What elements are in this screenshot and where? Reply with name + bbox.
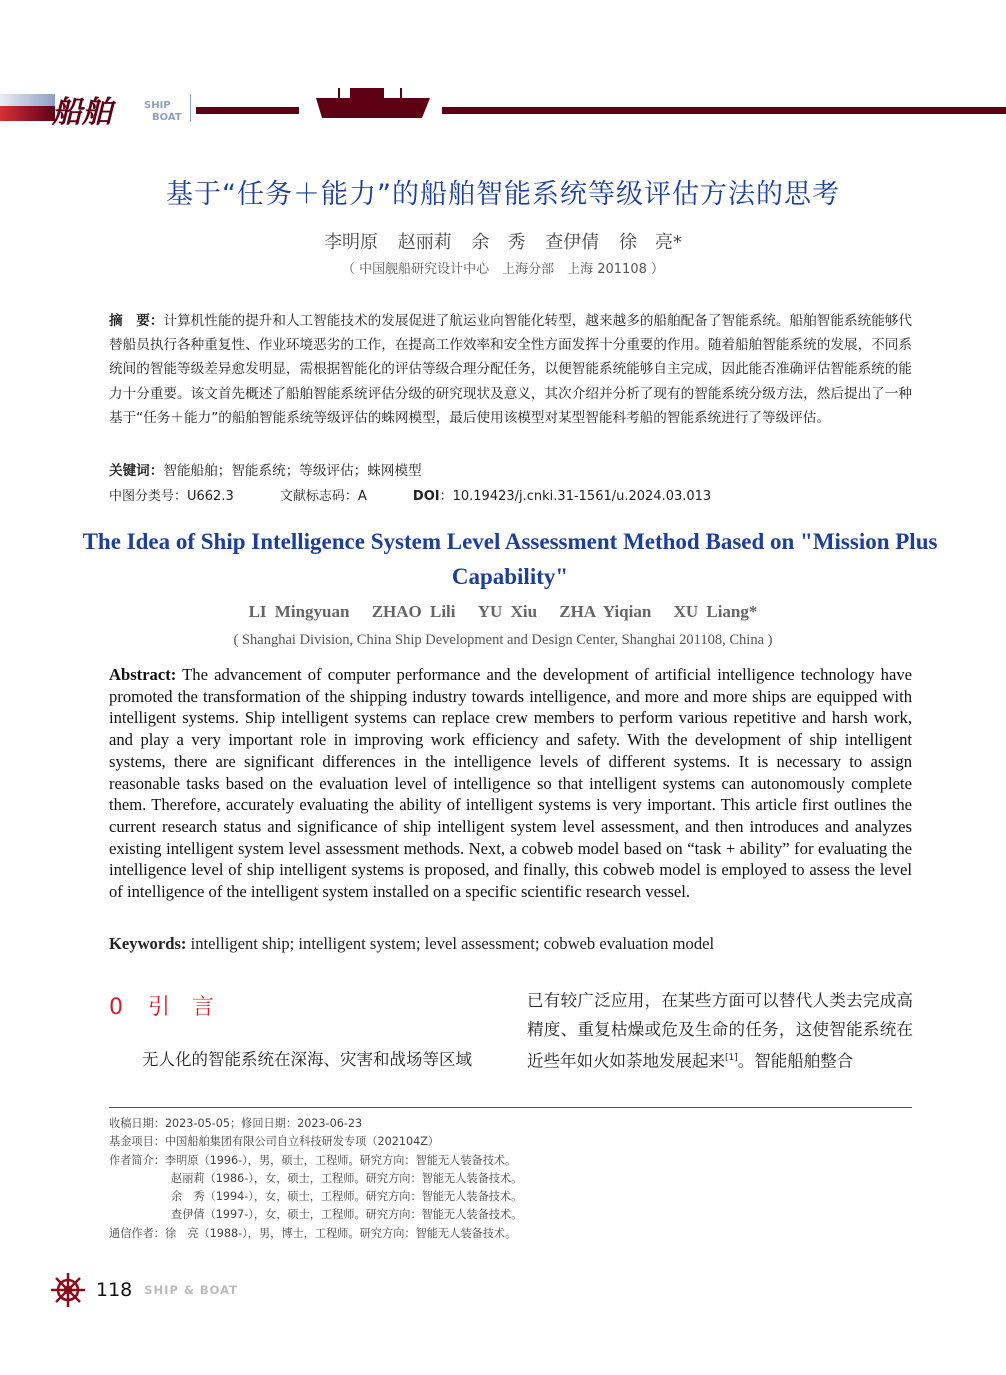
body-text: 已有较广泛应用，在某些方面可以替代人类去完成高精度、重复枯燥或危及生命的任务，这使智能系统在近些年如火如荼地发展起来 xyxy=(527,991,913,1071)
page-footer xyxy=(50,1272,238,1308)
footnotes xyxy=(109,1115,522,1243)
author: 李明原 xyxy=(324,232,379,253)
author: 余 秀 xyxy=(471,232,526,253)
keywords-label: Keywords: xyxy=(109,934,187,953)
title-cn: 基于“任务＋能力”的船舶智能系统等级评估方法的思考 xyxy=(166,179,840,210)
footnote: 基金项目：中国船舶集团有限公司自立科技研发专项（202104Z） xyxy=(109,1135,440,1149)
footnote: 赵丽莉（1986-），女，硕士，工程师。研究方向：智能无人装备技术。 xyxy=(171,1171,523,1185)
footnote-divider xyxy=(109,1107,912,1108)
author: XU Liang* xyxy=(673,602,758,621)
journal-logo-cn: 船舶 xyxy=(52,95,112,130)
section-title: 引 言 xyxy=(148,995,215,1020)
journal-banner xyxy=(0,88,1006,133)
abstract-label: 摘 要： xyxy=(109,313,164,329)
footnote: 收稿日期：2023-05-05；修回日期：2023-06-23 xyxy=(109,1117,363,1130)
abstract-cn xyxy=(109,309,912,430)
author: 查伊倩 xyxy=(545,232,600,253)
clc-number: 中图分类号：U662.3 xyxy=(109,489,234,504)
svg-text:BOAT: BOAT xyxy=(152,112,182,123)
footnote: 查伊倩（1997-），女，硕士，工程师。研究方向：智能无人装备技术。 xyxy=(171,1208,523,1222)
abstract-en xyxy=(109,664,912,903)
footnote: 作者简介：李明原（1996-），男，硕士，工程师。研究方向：智能无人装备技术。 xyxy=(109,1153,517,1167)
abstract-text: The advancement of computer performance and the development of artificial intelligence technology have promoted the transformation of the shipping industry towards intelligence, and more and more ships are equipped with intelligent systems. Ship intelligent systems can replace crew members to perform various repetitive and harsh work, and play a very important role in improving work efficiency and safety. With the development of ship intelligent systems, there are significant differences in the intelligence levels of different systems. It is necessary to assign reasonable tasks based on the evaluation level of intelligence so that intelligent systems can autonomously complete them. Therefore, accurately evaluating the ability of intelligent systems is very important. This article first outlines the current research status and significance of ship intelligent system level assessment, and then introduces and analyzes existing intelligent system level assessment methods. Next, a cobweb model based on “task + ability” for evaluating the intelligence level of ship intelligent systems is proposed, and finally, this cobweb model is employed to assess the level of intelligence of the intelligent system installed on a specific scientific research vessel. xyxy=(109,665,912,902)
classification xyxy=(109,485,912,504)
ship-wheel-icon xyxy=(50,1272,86,1308)
abstract-label: Abstract: xyxy=(109,665,177,684)
keywords-text: 智能船舶；智能系统；等级评估；蛛网模型 xyxy=(163,463,422,479)
title-en: The Idea of Ship Intelligence System Level Assessment Method Based on "Mission Plus Capability" xyxy=(82,529,938,589)
citation: [1] xyxy=(725,1053,738,1064)
author: ZHAO Lili xyxy=(371,602,456,621)
keywords-text: intelligent ship; intelligent system; level assessment; cobweb evaluation model xyxy=(186,934,715,953)
page-number: 118 xyxy=(96,1279,133,1301)
authors-cn xyxy=(0,228,1006,254)
section-number: 0 xyxy=(109,995,123,1020)
doi: ：10.19423/j.cnki.31-1561/u.2024.03.013 xyxy=(439,489,712,504)
body-column-left: 无人化的智能系统在深海、灾害和战场等区域 xyxy=(142,1050,472,1069)
svg-text:SHIP: SHIP xyxy=(144,100,171,111)
affiliation-cn: （ 中国舰船研究设计中心 上海分部 上海 201108 ） xyxy=(341,262,665,277)
footnote: 通信作者：徐 亮（1988-），男，博士，工程师。研究方向：智能无人装备技术。 xyxy=(109,1226,517,1240)
footnote: 余 秀（1994-），女，硕士，工程师。研究方向：智能无人装备技术。 xyxy=(171,1190,523,1204)
body-column-right xyxy=(527,987,913,1077)
section-heading xyxy=(109,990,214,1021)
affiliation-en: ( Shanghai Division, China Ship Development and Design Center, Shanghai 201108, China ) xyxy=(233,632,773,648)
author: ZHA Yiqian xyxy=(559,602,652,621)
journal-name: SHIP & BOAT xyxy=(144,1283,239,1297)
keywords-en xyxy=(109,934,912,954)
doi-label: DOI xyxy=(412,489,440,504)
author: LI Mingyuan xyxy=(248,602,350,621)
body-text: 。智能船舶整合 xyxy=(737,1051,854,1071)
author: 赵丽莉 xyxy=(397,232,452,253)
author: YU Xiu xyxy=(477,602,538,621)
author: 徐 亮* xyxy=(618,232,682,253)
document-code: 文献标志码：A xyxy=(279,489,367,504)
abstract-text: 计算机性能的提升和人工智能技术的发展促进了航运业向智能化转型，越来越多的船舶配备了智能系统。船舶智能系统能够代替船员执行各种重复性、作业环境恶劣的工作，在提高工作效率和安全性方面发挥十分重要的作用。随着船舶智能系统的发展，不同系统间的智能等级差异愈发明显，需根据智能化的评估等级合理分配任务，以便智能系统能够自主完成，因此能否准确评估智能系统的能力十分重要。该文首先概述了船舶智能系统评估分级的研究现状及意义，其次介绍并分析了现有的智能系统分级方法，然后提出了一种基于“任务＋能力”的船舶智能系统等级评估的蛛网模型，最后使用该模型对某型智能科考船的智能系统进行了等级评估。 xyxy=(109,313,913,426)
authors-en xyxy=(0,602,1006,622)
keywords-label: 关键词： xyxy=(109,463,164,479)
keywords-cn xyxy=(109,459,912,479)
ship-icon xyxy=(316,88,430,118)
